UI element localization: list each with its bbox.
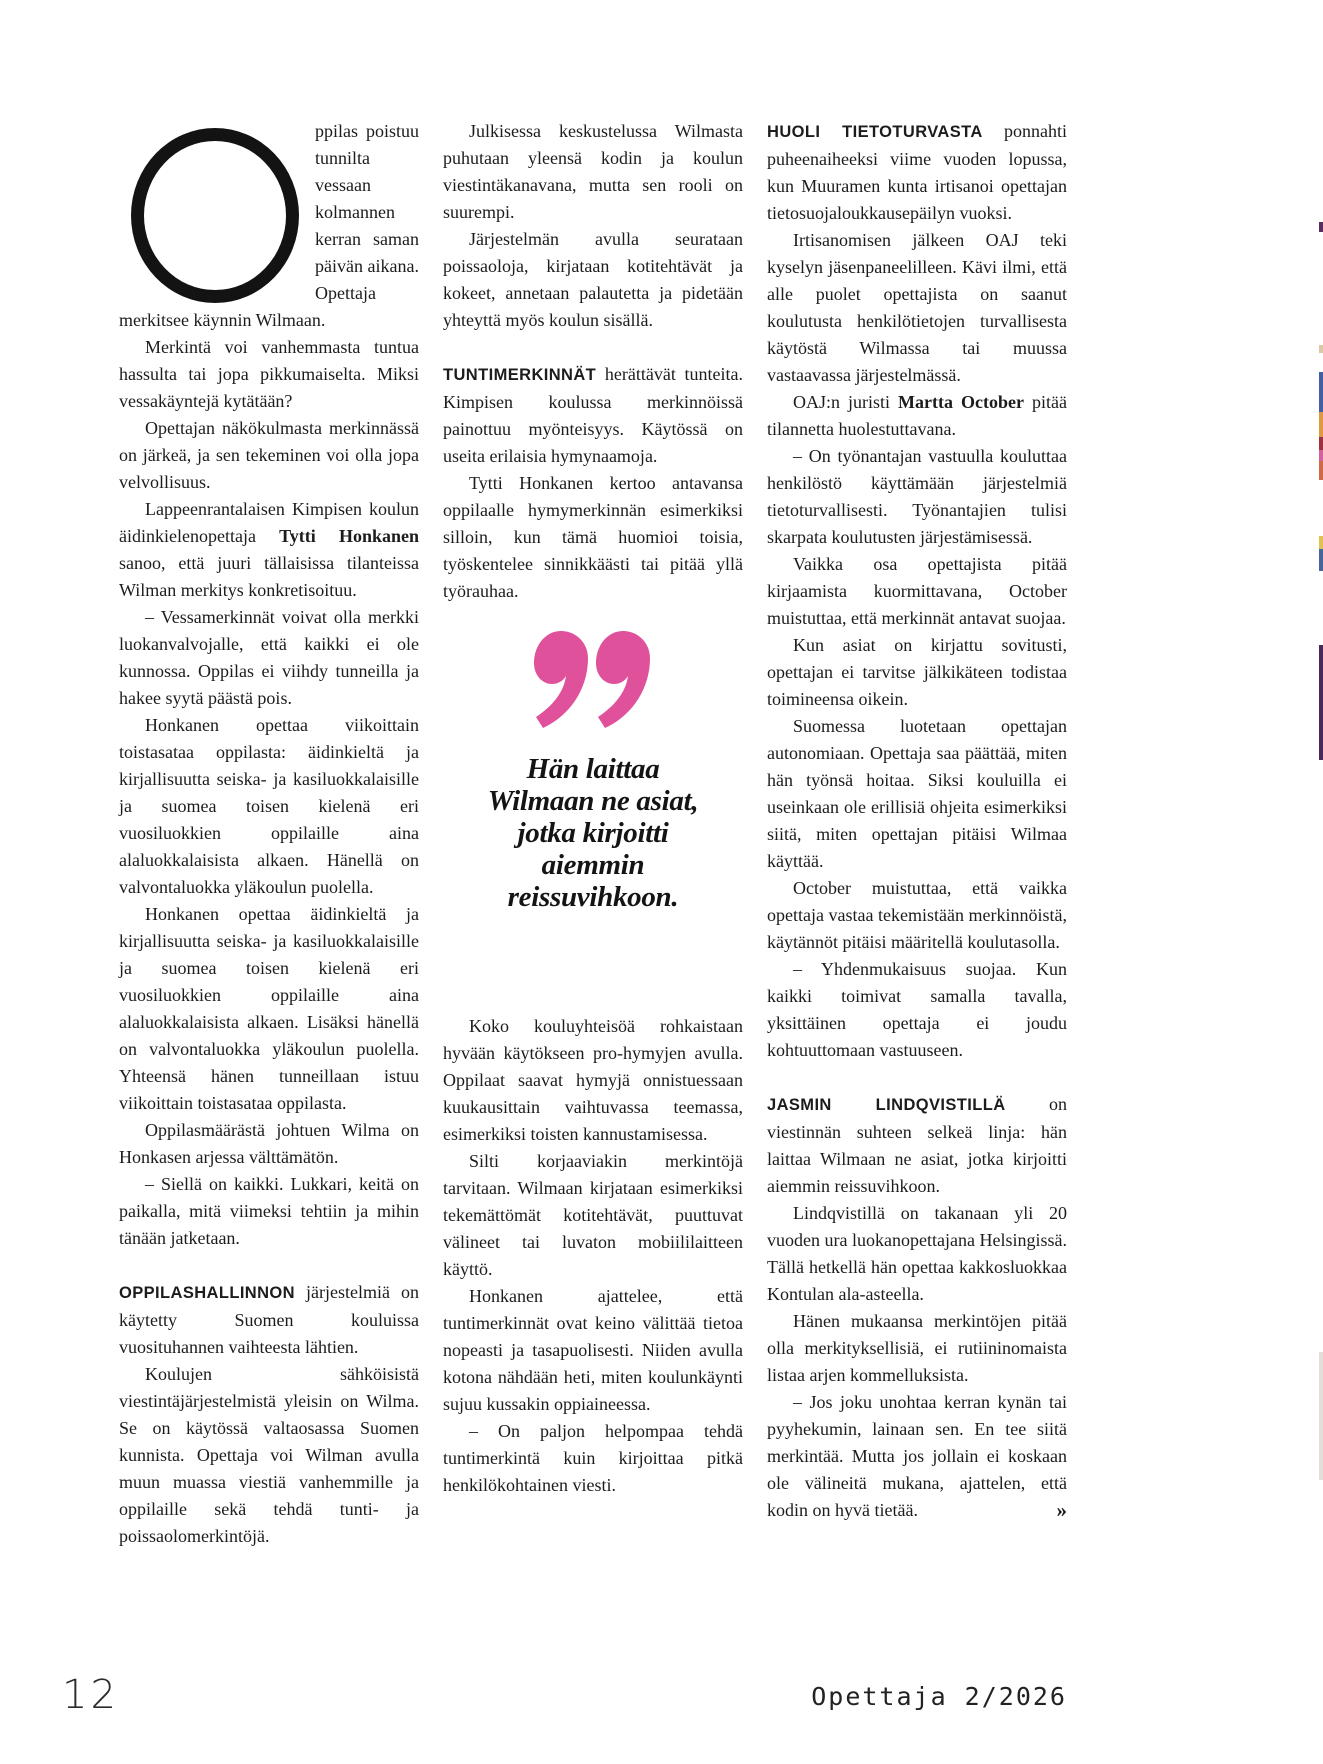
edge-bleed-strip xyxy=(1319,645,1323,760)
page-number: 12 xyxy=(62,1672,119,1718)
paragraph: Järjestelmän avulla seurataan poissaoloja, kirjataan kotitehtävät ja kokeet, annetaan palautetta ja pidetään yhteyttä myös koulun sisällä. xyxy=(443,229,743,330)
paragraph: – On työnantajan vastuulla kouluttaa henkilöstö käyttämään järjestelmiä tietoturvallisesti. Työnantajien tulisi skarpata koulutusten järjestämisessä. xyxy=(767,446,1067,547)
dropcap-letter-o xyxy=(131,128,299,303)
paragraph: Koko kouluyhteisöä rohkaistaan hyvään käytökseen pro-hymyjen avulla. Oppilaat saavat hymyjä onnistuessaan kuukausittain vaihtuvassa teemassa, esimerkiksi toisten kannustamisessa. xyxy=(443,1016,743,1144)
closing-double-quote-icon xyxy=(534,631,652,731)
paragraph: Irtisanomisen jälkeen OAJ teki kyselyn jäsenpaneelilleen. Kävi ilmi, että alle puolet opettajista on saanut koulutusta henkilötietojen turvallisesta käytöstä Wilmassa tai muussa vastaavassa järjestelmässä. xyxy=(767,230,1067,385)
edge-bleed-strip xyxy=(1319,549,1323,571)
issue-label: Opettaja 2/2026 xyxy=(811,1682,1067,1711)
paragraph: Lindqvistillä on takanaan yli 20 vuoden ura luokanopettajana Helsingissä. Tällä hetkellä hän opettaa kakkosluokkaa Kontulan ala-asteella. xyxy=(767,1203,1067,1304)
paragraph: Koulujen sähköisistä viestintäjärjestelmistä yleisin on Wilma. Se on käytössä valtaosassa Suomen kunnista. Opettaja voi Wilman avulla muun muassa viestiä vanhemmille ja oppilaille sekä tehdä tunti- ja poissaolomerkintöjä. xyxy=(119,1364,419,1546)
paragraph: Merkintä voi vanhemmasta tuntua hassulta tai jopa pikkumaiselta. Miksi vessakäyntejä kytätään? xyxy=(119,337,419,411)
section-lead-paragraph: HUOLI TIETOTURVASTA ponnahti puheenaiheeksi viime vuoden lopussa, kun Muuramen kunta irtisanoi opettajan tietosuojaloukkausepäilyn vuoksi. xyxy=(767,121,1067,223)
paragraph: Kun asiat on kirjattu sovitusti, opettajan ei tarvitse jälkikäteen todistaa toimineensa oikein. xyxy=(767,635,1067,709)
edge-bleed-strip xyxy=(1319,461,1323,480)
section-lead-paragraph: OPPILASHALLINNON järjestelmiä on käytetty Suomen kouluissa vuosituhannen vaihteesta lähtien. xyxy=(119,1282,419,1357)
paragraph: Vaikka osa opettajista pitää kirjaamista kuormittavana, October muistuttaa, että merkinnät antavat suojaa. xyxy=(767,554,1067,628)
edge-bleed-strip xyxy=(1319,450,1323,461)
page-footer xyxy=(62,1672,1067,1718)
edge-bleed-strip xyxy=(1319,536,1323,549)
paragraph: Suomessa luotetaan opettajan autonomiaan. Opettaja saa päättää, miten hän työnsä hoitaa. Siksi kouluilla ei useinkaan ole erillisiä ohjeita esimerkiksi siitä, miten opettajan pitäisi Wilmaa käyttää. xyxy=(767,716,1067,871)
paragraph: – On paljon helpompaa tehdä tuntimerkintä kuin kirjoittaa pitkä henkilökohtainen viesti. xyxy=(443,1421,743,1495)
paragraph: ppilas poistuu tunnilta vessaan kolmannen kerran saman päivän aikana. Opettaja merkitsee käynnin Wilmaan. xyxy=(119,121,419,330)
column-middle xyxy=(443,118,743,1550)
edge-bleed-strip xyxy=(1319,1352,1323,1480)
section-lead-paragraph: TUNTIMERKINNÄT herättävät tunteita. Kimpisen koulussa merkinnöissä painottuu myönteisyys. Käytössä on useita erilaisia hymynaamoja. xyxy=(443,364,743,466)
paragraph: Opettajan näkökulmasta merkinnässä on järkeä, ja sen tekeminen voi olla jopa velvollisuus. xyxy=(119,418,419,492)
edge-bleed-strip xyxy=(1319,412,1323,437)
page-edge-bleed xyxy=(1319,0,1323,1764)
paragraph: – Yhdenmukaisuus suojaa. Kun kaikki toimivat samalla tavalla, yksittäinen opettaja ei joudu kohtuuttomaan vastuuseen. xyxy=(767,959,1067,1060)
pull-quote-block xyxy=(443,631,743,913)
paragraph: OAJ:n juristi Martta October pitää tilannetta huolestuttavana. xyxy=(767,392,1067,439)
continuation-arrow: » xyxy=(1056,1498,1067,1522)
column-middle-top xyxy=(443,118,743,605)
paragraph: Julkisessa keskustelussa Wilmasta puhutaan yleensä kodin ja koulun viestintäkanavana, mutta sen rooli on suurempi. xyxy=(443,121,743,222)
edge-bleed-strip xyxy=(1319,372,1323,412)
column-middle-bottom xyxy=(443,1013,743,1499)
edge-bleed-strip xyxy=(1319,345,1323,353)
paragraph: – Siellä on kaikki. Lukkari, keitä on paikalla, mitä viimeksi tehtiin ja mihin tänään jatketaan. xyxy=(119,1174,419,1248)
paragraph: Hänen mukaansa merkintöjen pitää olla merkityksellisiä, ei rutiininomaista listaa arjen kommelluksista. xyxy=(767,1311,1067,1385)
column-left xyxy=(119,118,419,1550)
paragraph: Honkanen opettaa äidinkieltä ja kirjallisuutta seiska- ja kasiluokkalaisille ja suomea toisen kielenä eri vuosiluokkien oppilaille aina alaluokkalaisista alkaen. Lisäksi hänellä on valvontaluokka yläkoulun puolella. Yhteensä hänen tunneillaan istuu viikoittain toistasataa oppilasta. xyxy=(119,904,419,1113)
paragraph: Silti korjaaviakin merkintöjä tarvitaan. Wilmaan kirjataan esimerkiksi tekemättömät kotitehtävät, puuttuvat välineet tai luvaton mobiililaitteen käyttö. xyxy=(443,1151,743,1279)
pull-quote-text: Hän laittaa Wilmaan ne asiat, jotka kirjoitti aiemmin reissuvihkoon. xyxy=(487,753,699,913)
paragraph: – Jos joku unohtaa kerran kynän tai pyyhekumin, lainaan sen. En tee siitä merkintää. Mutta jos jollain ei koskaan ole välineitä mukana, ajattelen, että kodin on hyvä tietää. » xyxy=(767,1392,1067,1522)
paragraph: Lappeenrantalaisen Kimpisen koulun äidinkielenopettaja Tytti Honkanen sanoo, että juuri tällaisissa tilanteissa Wilman merkitys konkretisoituu. xyxy=(119,499,419,600)
paragraph: Honkanen ajattelee, että tuntimerkinnät ovat keino välittää tietoa nopeasti ja tasapuolisesti. Niiden avulla kotona nähdään heti, miten koulunkäynti sujuu kussakin oppiaineessa. xyxy=(443,1286,743,1414)
column-right xyxy=(767,118,1067,1550)
paragraph: October muistuttaa, että vaikka opettaja vastaa tekemistään merkinnöistä, käytännöt pitäisi määritellä koulutasolla. xyxy=(767,878,1067,952)
paragraph: Tytti Honkanen kertoo antavansa oppilaalle hymymerkinnän esimerkiksi silloin, kun tämä huomioi toisia, työskentelee sinnikkäästi tai pitää yllä työrauhaa. xyxy=(443,473,743,601)
paragraph: Honkanen opettaa viikoittain toistasataa oppilasta: äidinkieltä ja kirjallisuutta seiska- ja kasiluokkalaisille ja suomea toisen kielenä eri vuosiluokkien oppilaille aina alaluokkalaisista alkaen. Hänellä on valvontaluokka yläkoulun puolella. xyxy=(119,715,419,897)
section-lead-paragraph: JASMIN LINDQVISTILLÄ on viestinnän suhteen selkeä linja: hän laittaa Wilmaan ne asiat, jotka kirjoitti aiemmin reissuvihkoon. xyxy=(767,1094,1067,1196)
paragraph: Oppilasmäärästä johtuen Wilma on Honkasen arjessa välttämätön. xyxy=(119,1120,419,1167)
paragraph: – Vessamerkinnät voivat olla merkki luokanvalvojalle, että kaikki ei ole kunnossa. Oppilas ei viihdy tunneilla ja hakee syytä päästä pois. xyxy=(119,607,419,708)
edge-bleed-strip xyxy=(1319,222,1323,232)
article-body xyxy=(119,118,1067,1550)
edge-bleed-strip xyxy=(1319,437,1323,450)
